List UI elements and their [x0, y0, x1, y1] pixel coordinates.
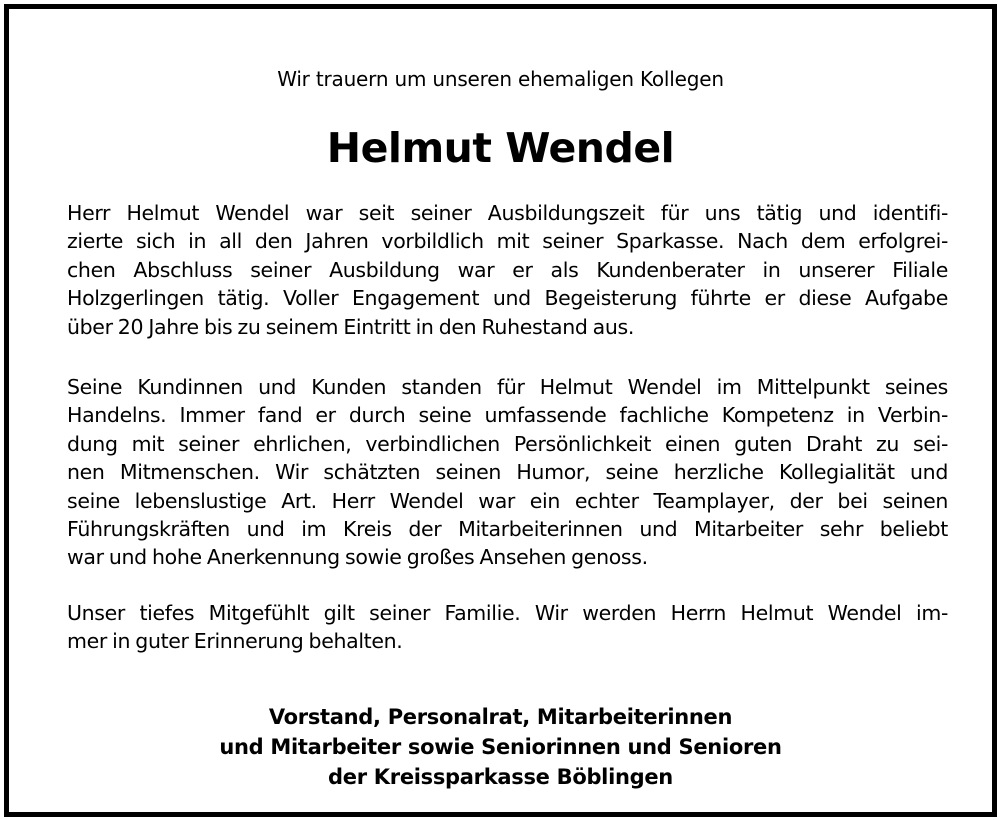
intro-line: Wir trauern um unseren ehemaligen Kollegen: [277, 67, 724, 91]
text-line: chen Abschluss seiner Ausbildung war er als Kundenberater in unserer Filiale: [67, 257, 948, 282]
signature-line: der Kreissparkasse Böblingen: [328, 765, 673, 789]
paragraph-condolence: [67, 599, 948, 656]
text-line: Unser tiefes Mitgefühlt gilt seiner Familie. Wir werden Herrn Helmut Wendel im-: [67, 601, 948, 625]
text-line: dung mit seiner ehrlichen, verbindlichen Persönlichkeit einen guten Draht zu sei-: [67, 431, 948, 456]
signature-line: Vorstand, Personalrat, Mitarbeiterinnen: [268, 705, 733, 729]
deceased-name: Helmut Wendel: [326, 124, 675, 172]
obituary-frame: [4, 4, 997, 817]
text-line: war und hohe Anerkennung sowie großes Ansehen genoss.: [67, 545, 648, 570]
text-line: seine lebenslustige Art. Herr Wendel war ein echter Teamplayer, der bei seinen: [67, 488, 948, 513]
text-line: Seine Kundinnen und Kunden standen für Helmut Wendel im Mittelpunkt seines: [67, 375, 948, 399]
signature-line: und Mitarbeiter sowie Seniorinnen und Senioren: [219, 735, 782, 759]
paragraph-career: [67, 199, 948, 341]
text-line: zierte sich in all den Jahren vorbildlich mit seiner Sparkasse. Nach dem erfolgrei-: [67, 229, 948, 254]
signature-block: [9, 702, 992, 792]
text-line: nen Mitmenschen. Wir schätzten seinen Humor, seine herzliche Kollegialität und: [67, 460, 948, 485]
text-line: Holzgerlingen tätig. Voller Engagement und Begeisterung führte er diese Aufgabe: [67, 286, 948, 311]
text-line: Handelns. Immer fand er durch seine umfassende fachliche Kompetenz in Verbin-: [67, 403, 948, 428]
text-line: mer in guter Erinnerung behalten.: [67, 629, 403, 654]
text-line: Führungskräften und im Kreis der Mitarbeiterinnen und Mitarbeiter sehr beliebt: [67, 516, 948, 541]
text-line: Herr Helmut Wendel war seit seiner Ausbildungszeit für uns tätig und identifi-: [67, 201, 948, 225]
paragraph-character: [67, 373, 948, 572]
text-line: über 20 Jahre bis zu seinem Eintritt in den Ruhestand aus.: [67, 314, 635, 339]
